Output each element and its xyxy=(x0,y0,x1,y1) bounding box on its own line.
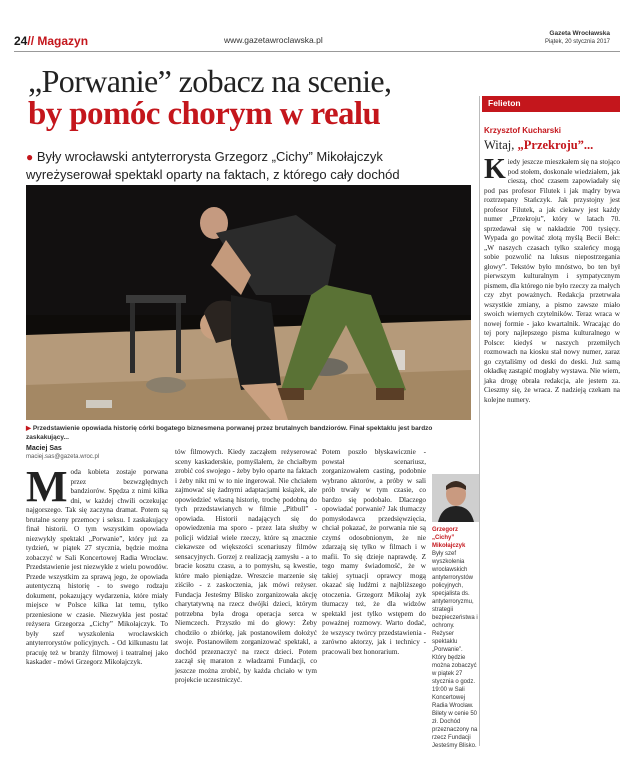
headline-line-2: by pomóc chorym w realu xyxy=(28,96,381,132)
column-divider xyxy=(479,96,480,746)
bullet-icon: ● xyxy=(26,150,34,164)
paper-date: Piątek, 20 stycznia 2017 xyxy=(544,39,610,45)
paper-name: Gazeta Wrocławska xyxy=(549,30,610,37)
page-section: 24// Magazyn xyxy=(14,34,89,48)
page-number: 24 xyxy=(14,34,28,48)
article-column-2: tów filmowych. Kiedy zacząłem reżyserować sceny kaskaderskie, pomyślałem, że chciałbym zrobić coś swojego - żeby było oparte na faktach i żeby nikt mi w to nie ingerował. Nie chciałem zajmować się żadnymi adaptacjami książek, ale opowiedzieć własną historię, trochę podobną do tych przedstawianych w filmie „Pitbull” - opowiada. Historii nadających się do opowiedzenia ma sporo - przez lata służby w policji widział wiele rzeczy, które są znacznie ciekawsze od większości scenariuszy filmów sensacyjnych. Gorzej z realizacją zamysłu - a to bracie kosztu czasu, a to pomysłu, są kwestie, które mało pieniądze. Wreszcie marzenie się ziściło - z zaskoczenia, jak mówi reżyser. Fundacja Jesteśmy Blisko zorganizowała akcję charytatywną na rzecz dwójki dzieci, którym potrzebna była droga operacja serca w Niemczech. Przyszło mi do głowy: Żeby chodziło o zbiórkę, jak postanowiłem dołożyć swoje. Postanowiłem zorganizować spektakl, a dochód przeznaczyć na rzecz dzieci. Potem zaczął się maraton z władzami Fundacji, co jeszcze można zrobić, by każda chciało w tym projekcie uczestniczyć. xyxy=(175,448,317,684)
site-url[interactable]: www.gazetawroclawska.pl xyxy=(224,35,323,45)
article-photo xyxy=(26,185,471,420)
portrait-name: Grzegorz „Cichy” Mikołajczyk xyxy=(432,527,466,549)
feuilleton-body: Kiedy jeszcze mieszkałem się na stojąco pod stołem, doskonale wiedziałem, jak cieszą, choć czasem zapowiadały się pod pas profesor Filutek i jak mądry bywa roztrzepany Stańczyk. Jak przystojny jest profesor Filutek, a jak ciekawy jest każdy numer „Przekroju”, który w latach 70. sprzedawał się w nakładzie 700 tysięcy. Wypada go powitać złotą myślą Becii Bełc: „W naszych czasach tylko szaleńcy mogą sobie pozwolić na luksus niepostrzegania głowy”. Tekstów było mnóstwo, bo ten był pierwszym kulturalnym i sympatycznym pismem, dla którego nie było rzeczy za małych czy zbyt poważnych. Redakcja przetrwała wszystkie zmiany, a pismo zawsze miało swoich wiernych czytelników. Teraz wraca w nowej formie - jako kwartalnik. Wracając do tej pory najlepszego pisma kulturalnego w Polsce: kiedyś w naszych przemiłych rozmowach na kiosku stał nowy numer, zaraz go czytaliśmy od deski do deski. Już samą okładkę zastąpić mogłaby wystawa. Nie wiem, jaka drogę obrała redakcja, ale jestem za. Cieszmy się, że wraca. Z nadzieją czekam na kolejne numery. xyxy=(484,154,620,404)
caption-arrow-icon: ▶ xyxy=(26,425,31,432)
portrait-caption: Grzegorz „Cichy” Mikołajczyk Były szef wyszkolenia wrocławskich antyterrorystów policyjnych, specjalista ds. antyterroryzmu, strategii bezpieczeństwa i ochrony. Reżyser spektaklu „Porwanie”. Który będzie można zobaczyć w piątek 27 stycznia o godz. 19:00 w Sali Koncertowej Radia Wrocław. Bilety w cenie 50 zł. Dochód przeznaczony na rzecz Fundacji Jesteśmy Blisko. xyxy=(432,527,478,749)
header-divider xyxy=(14,51,620,52)
feuilleton-author: Krzysztof Kucharski xyxy=(484,126,561,135)
headline-line-1: „Porwanie” zobacz na scenie, xyxy=(28,63,392,99)
feuilleton-tab: Felieton xyxy=(482,96,620,112)
article-column-3: Potem poszło błyskawicznie - powstał scenariusz, zorganizowałem casting, podobnie wybrano aktorów, a próby w sali prób trwały w tym czasie, co bardzo się podobało. Dlaczego opowiadać porwanie? Jak tłumaczy pomysłodawca przedsięwzięcia, chciał pokazać, że porwania nie są czymś odosobnionym, że nie zdarzają się tylko w filmach i w mafii. To się dzieje naprawdę. Z tego mamy świadomość, że w takiej sytuacji oprawcy mogą okazać się ludźmi z najbliższego otoczenia. Grzegorz Mikołaj zyk tłumaczy też, że dla widzów spektakl jest tylko wstępem do poważnej rozmowy. Warto dodać, że wszyscy twórcy przedstawienia - zarówno aktorzy, jak i technicy - pracowali bez honorarium. xyxy=(322,448,426,656)
feuilleton-drop-cap: K xyxy=(484,154,506,185)
feuilleton-title: Witaj, „Przekroju”... xyxy=(484,138,594,152)
paper-info xyxy=(545,30,610,46)
article-column-1: Moda kobieta zostaje porwana przez bezwzględnych bandziorów. Spędza z nimi kilka dni, w każdej chwili oczekując najgorszego. Tak się zaczyna dramat. Potem są brutalne sceny przemocy i seksu. I zaskakujący finał historii. O tym wszystkim opowiada niezwykły spektakl „Porwanie”, który już za tydzień, w piątek 27 stycznia, będzie można zobaczyć w Sali Koncertowej Radia Wrocław. Przedstawienie jest niezwykłe z wielu powodów. Przede wszystkim za sprawą jego, że opowiada autentyczną historię - to swego rodzaju dokument, pokazujący wydarzenia, które miały miejsce w Polsce kilka lat temu, tylko przeniesione w czasie. Niezwykła jest postać reżysera Grzegorza „Cichy” Mikołajczyk. To były szef wyszkolenia wrocławskich antyterrorystów policyjnych. - Od kilkunastu lat pracuję też w branży filmowej i teatralnej jako kaskader - mówi Grzegorz Mikołajczyk. xyxy=(26,462,168,666)
byline xyxy=(26,444,99,462)
photo-caption: ▶ Przedstawienie opowiada historię córki bogatego biznesmena porwanej przez brutalnych bandziorów. Finał spektaklu jest bardzo zaskakujący... xyxy=(26,425,433,441)
section-name: Magazyn xyxy=(37,34,89,48)
page-header xyxy=(14,30,620,50)
article-lead: ● Były wrocławski antyterrorysta Grzegorz „Cichy” Mikołajczyk wyreżyserował spektakl oparty na faktach, z którego cały dochód xyxy=(26,149,400,182)
author-email[interactable]: maciej.sas@gazeta.wroc.pl xyxy=(26,454,100,460)
author-portrait xyxy=(432,474,480,522)
author-name: Maciej Sas xyxy=(26,445,62,452)
drop-cap: M xyxy=(26,462,68,511)
